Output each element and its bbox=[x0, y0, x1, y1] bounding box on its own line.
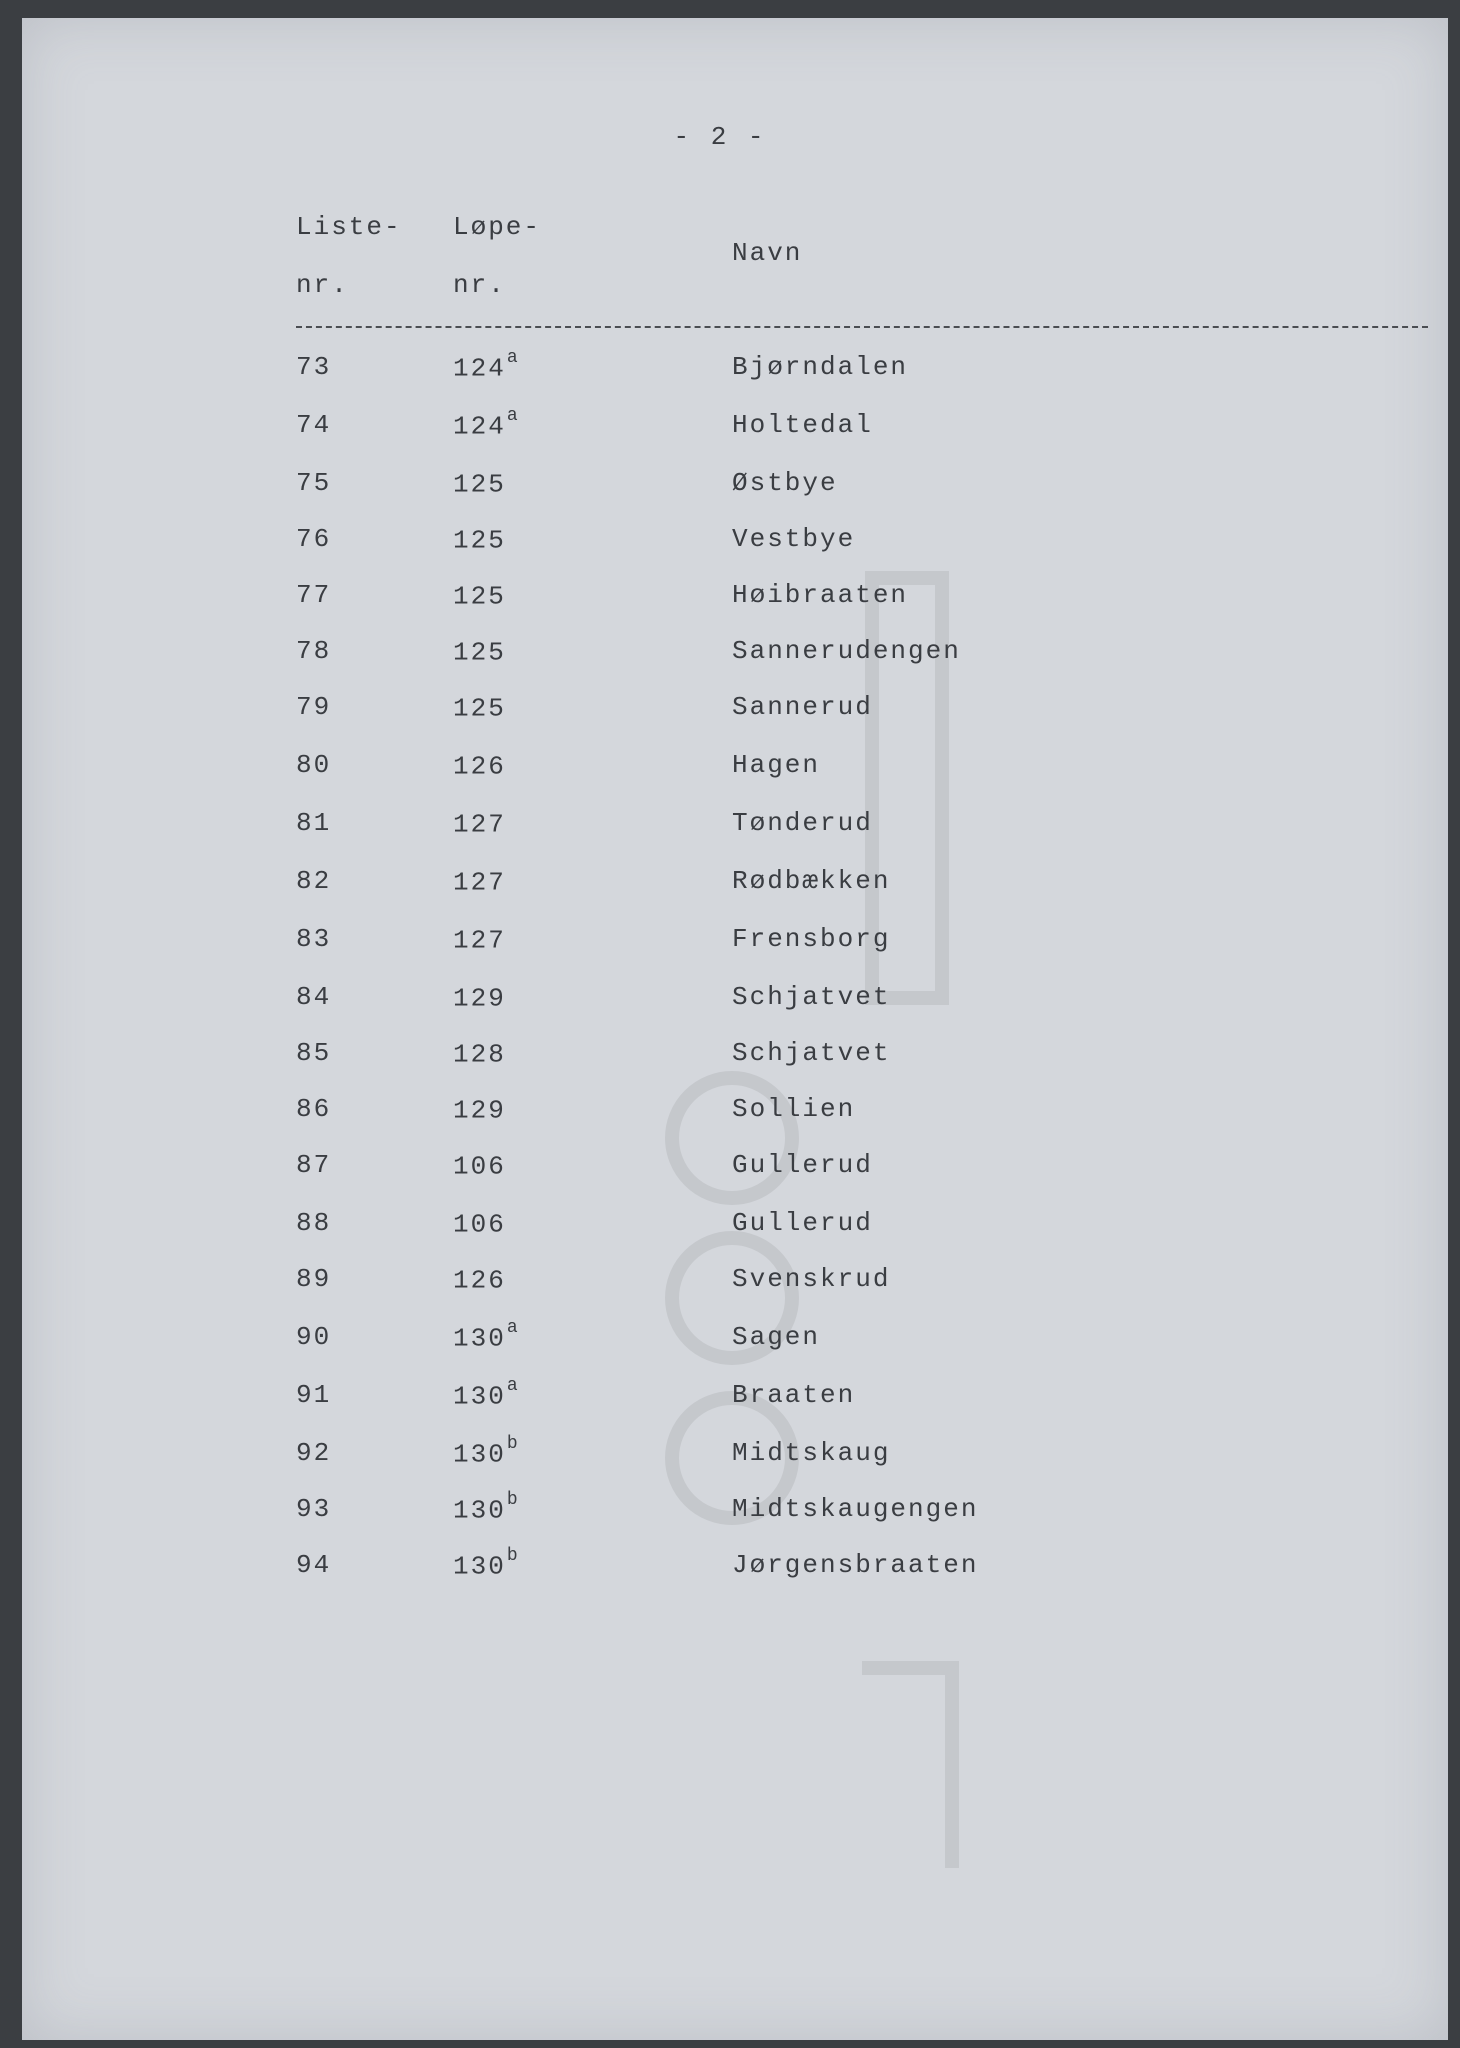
lope-nr: 128 bbox=[453, 1039, 506, 1070]
liste-nr: 78 bbox=[296, 636, 332, 666]
table-row bbox=[0, 1490, 1460, 1544]
liste-nr: 80 bbox=[296, 750, 332, 780]
lope-nr: 125 bbox=[453, 525, 506, 556]
liste-nr: 73 bbox=[296, 352, 332, 382]
table-row bbox=[0, 1318, 1460, 1372]
navn: Rødbækken bbox=[732, 866, 891, 896]
lope-nr: 127 bbox=[453, 809, 506, 840]
lope-nr: 130$^a$ bbox=[453, 1318, 520, 1354]
liste-nr: 76 bbox=[296, 524, 332, 554]
lope-nr: 106 bbox=[453, 1209, 506, 1240]
header-liste-line2: nr. bbox=[296, 270, 349, 300]
navn: Vestbye bbox=[732, 524, 856, 554]
lope-nr: 106 bbox=[453, 1151, 506, 1182]
table-row bbox=[0, 924, 1460, 974]
liste-nr: 83 bbox=[296, 924, 332, 954]
header-liste-line1: Liste- bbox=[296, 212, 402, 242]
navn: Hagen bbox=[732, 750, 821, 780]
navn: Tønderud bbox=[732, 808, 873, 838]
page-number: - 2 - bbox=[673, 122, 767, 152]
liste-nr: 86 bbox=[296, 1094, 332, 1124]
lope-nr: 125 bbox=[453, 693, 506, 724]
liste-nr: 88 bbox=[296, 1208, 332, 1238]
lope-nr: 125 bbox=[453, 469, 506, 500]
table-row bbox=[0, 636, 1460, 686]
lope-nr: 129 bbox=[453, 983, 506, 1014]
lope-nr: 126 bbox=[453, 751, 506, 782]
table-row bbox=[0, 1546, 1460, 1600]
lope-nr: 130$^a$ bbox=[453, 1376, 520, 1412]
liste-nr: 89 bbox=[296, 1264, 332, 1294]
lope-nr: 127 bbox=[453, 925, 506, 956]
lope-nr: 125 bbox=[453, 581, 506, 612]
table-row bbox=[0, 1376, 1460, 1430]
navn: Frensborg bbox=[732, 924, 891, 954]
liste-nr: 87 bbox=[296, 1150, 332, 1180]
navn: Sannerud bbox=[732, 692, 873, 722]
liste-nr: 84 bbox=[296, 982, 332, 1012]
navn: Midtskaug bbox=[732, 1438, 891, 1468]
table-row bbox=[0, 468, 1460, 518]
navn: Schjatvet bbox=[732, 1038, 891, 1068]
table-row bbox=[0, 1434, 1460, 1488]
lope-nr: 129 bbox=[453, 1095, 506, 1126]
table-row bbox=[0, 1264, 1460, 1314]
table-row bbox=[0, 406, 1460, 460]
liste-nr: 82 bbox=[296, 866, 332, 896]
liste-nr: 79 bbox=[296, 692, 332, 722]
header-lope-line2: nr. bbox=[453, 270, 506, 300]
navn: Bjørndalen bbox=[732, 352, 909, 382]
lope-nr: 130$^b$ bbox=[453, 1490, 520, 1526]
lope-nr: 125 bbox=[453, 637, 506, 668]
table-row bbox=[0, 750, 1460, 800]
liste-nr: 94 bbox=[296, 1550, 332, 1580]
table-row bbox=[0, 580, 1460, 630]
liste-nr: 93 bbox=[296, 1494, 332, 1524]
lope-nr: 126 bbox=[453, 1265, 506, 1296]
lope-nr: 124$^a$ bbox=[453, 348, 520, 384]
header-lope-line1: Løpe- bbox=[453, 212, 542, 242]
table-row bbox=[0, 524, 1460, 574]
navn: Høibraaten bbox=[732, 580, 909, 610]
table-row bbox=[0, 982, 1460, 1032]
navn: Schjatvet bbox=[732, 982, 891, 1012]
liste-nr: 74 bbox=[296, 410, 332, 440]
liste-nr: 81 bbox=[296, 808, 332, 838]
liste-nr: 92 bbox=[296, 1438, 332, 1468]
lope-nr: 130$^b$ bbox=[453, 1434, 520, 1470]
liste-nr: 85 bbox=[296, 1038, 332, 1068]
liste-nr: 77 bbox=[296, 580, 332, 610]
table-row bbox=[0, 348, 1460, 402]
table-row bbox=[0, 1038, 1460, 1088]
table-row bbox=[0, 866, 1460, 916]
navn: Holtedal bbox=[732, 410, 873, 440]
liste-nr: 90 bbox=[296, 1322, 332, 1352]
liste-nr: 75 bbox=[296, 468, 332, 498]
table-row bbox=[0, 808, 1460, 858]
lope-nr: 127 bbox=[453, 867, 506, 898]
table-row bbox=[0, 692, 1460, 742]
navn: Jørgensbraaten bbox=[732, 1550, 979, 1580]
navn: Gullerud bbox=[732, 1150, 873, 1180]
navn: Svenskrud bbox=[732, 1264, 891, 1294]
navn: Sannerudengen bbox=[732, 636, 961, 666]
navn: Sagen bbox=[732, 1322, 821, 1352]
header-divider bbox=[296, 326, 1428, 328]
table-row bbox=[0, 1150, 1460, 1200]
navn: Midtskaugengen bbox=[732, 1494, 979, 1524]
navn: Sollien bbox=[732, 1094, 856, 1124]
navn: Braaten bbox=[732, 1380, 856, 1410]
table-row bbox=[0, 1208, 1460, 1258]
lope-nr: 124$^a$ bbox=[453, 406, 520, 442]
liste-nr: 91 bbox=[296, 1380, 332, 1410]
lope-nr: 130$^b$ bbox=[453, 1546, 520, 1582]
header-navn: Navn bbox=[732, 238, 803, 268]
table-row bbox=[0, 1094, 1460, 1144]
navn: Gullerud bbox=[732, 1208, 873, 1238]
navn: Østbye bbox=[732, 468, 838, 498]
